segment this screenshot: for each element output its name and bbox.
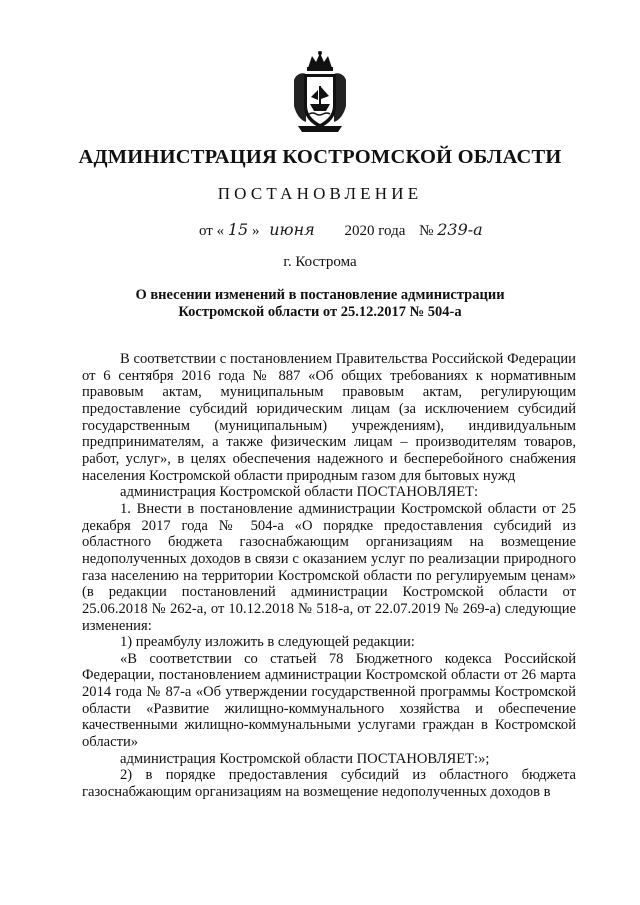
date-prefix: от « bbox=[199, 223, 225, 239]
body-paragraph: 1) преамбулу изложить в следующей редакции: bbox=[120, 634, 415, 651]
date-quote-close: » bbox=[251, 223, 260, 239]
body-paragraph: В соответствии с постановлением Правительства Российской Федерации от 6 сентября 2016 года № 887 «Об общих требованиях к нормативным правовым актам, муниципальным правовым актам, регулирующим предоставление субсидий юридическим лицам (за исключением субсидий государственным (муниципальным) учреждениям), индивидуальным предпринимателям, а также физическим лицам – производителям товаров, работ, услуг», в целях обеспечения надежного и бесперебойного снабжения населения Костромской области природным газом для бытовых нужд bbox=[82, 351, 576, 484]
body-paragraph: 2) в порядке предоставления субсидий из областного бюджета газоснабжающим организациям на возмещение недополученных доходов в bbox=[82, 767, 576, 801]
subject-line-1: О внесении изменений в постановление администрации bbox=[135, 287, 505, 303]
body-paragraph: администрация Костромской области ПОСТАНОВЛЯЕТ:»; bbox=[120, 750, 490, 767]
date-year: 2020 года bbox=[344, 223, 406, 239]
city: г. Кострома bbox=[283, 254, 357, 270]
subject-line-2: Костромской области от 25.12.2017 № 504-а bbox=[178, 304, 462, 320]
date-month: июня bbox=[269, 220, 315, 239]
coat-of-arms-icon bbox=[288, 50, 352, 134]
date-day: 15 bbox=[227, 220, 249, 239]
body-paragraph: «В соответствии со статьей 78 Бюджетного кодекса Российской Федерации, постановлением администрации Костромской области от 26 марта 2014 года № 87-а «Об утверждении государственной программы Костромской области «Развитие жилищно-коммунального хозяйства и обеспечение качественными жилищно-коммунальными услугами граждан в Костромской области» bbox=[82, 650, 576, 751]
number-prefix: № bbox=[419, 223, 434, 239]
document-body bbox=[82, 351, 576, 801]
document-type: ПОСТАНОВЛЕНИЕ bbox=[217, 184, 423, 203]
document-subject bbox=[60, 287, 580, 321]
organization-title: АДМИНИСТРАЦИЯ КОСТРОМСКОЙ ОБЛАСТИ bbox=[78, 146, 562, 168]
document-number: 239-а bbox=[437, 220, 483, 239]
body-paragraph: 1. Внести в постановление администрации Костромской области от 25 декабря 2017 года № 504-а «О порядке предоставления субсидий из областного бюджета газоснабжающим организациям на возмещение недополученных доходов в связи с оказанием услуг по реализации природного газа населению на территории Костромской области по регулируемым ценам» (в редакции постановлений администрации Костромской области от 25.06.2018 № 262-а, от 10.12.2018 № 518-а, от 22.07.2019 № 269-а) следующие изменения: bbox=[82, 500, 576, 634]
body-paragraph: администрация Костромской области ПОСТАНОВЛЯЕТ: bbox=[120, 484, 479, 501]
date-line bbox=[199, 220, 483, 240]
